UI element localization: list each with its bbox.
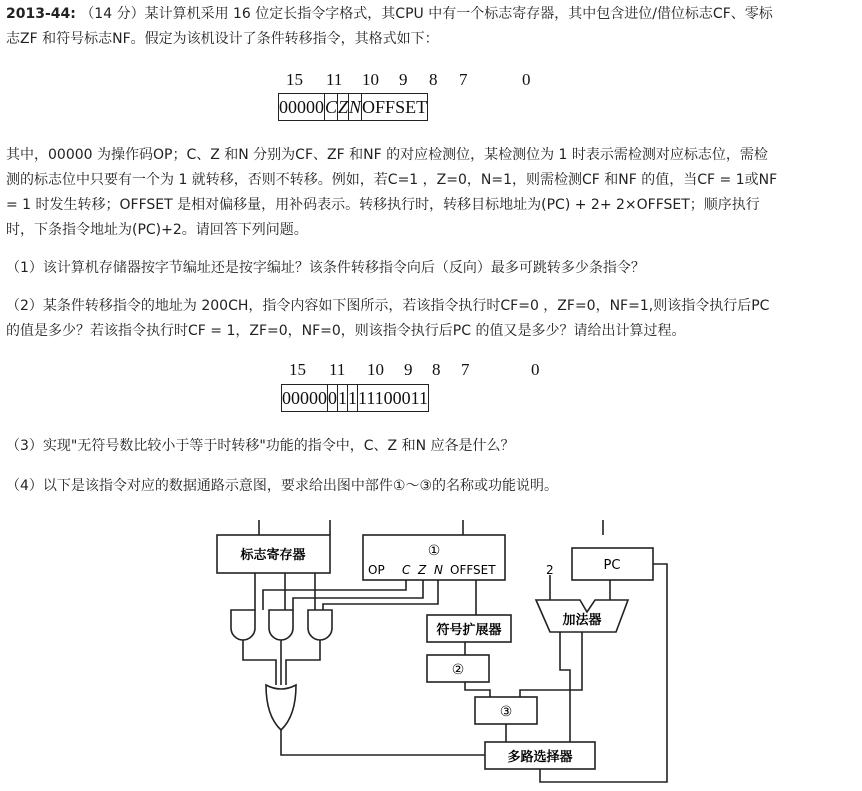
desc-line-4: 时，下条指令地址为(PC)+2。请回答下列问题。 bbox=[6, 222, 308, 238]
bit-positions-1: 15 11 10 9 8 7 0 bbox=[286, 70, 531, 89]
field-offset: OFFSET bbox=[362, 94, 428, 121]
part-2-label: ② bbox=[451, 662, 465, 678]
format-1-table bbox=[278, 93, 428, 121]
ir-n-label: N bbox=[434, 563, 443, 577]
desc-line-1: 其中，00000 为操作码OP；C、Z 和N 分别为CF、ZF 和NF 的对应检测位，某检测位为 1 时表示需检测对应标志位，需检 bbox=[6, 147, 768, 163]
ir-z-label: Z bbox=[418, 563, 427, 577]
field-c: C bbox=[325, 94, 338, 121]
ir-op-label: OP bbox=[368, 563, 385, 577]
or-gate bbox=[266, 685, 296, 730]
part-1-label: ① bbox=[427, 543, 441, 559]
desc-line-3: = 1 时发生转移；OFFSET 是相对偏移量，用补码表示。转移执行时，转移目标地址为(PC) + 2+ 2×OFFSET；顺序执行 bbox=[6, 197, 760, 213]
ir-c-label: C bbox=[402, 563, 411, 577]
sub-question-2-line-2: 的值是多少？若该指令执行时CF = 1，ZF=0，NF=0，则该指令执行后PC 的值又是多少？请给出计算过程。 bbox=[6, 323, 686, 339]
question-intro-2: 志ZF 和符号标志NF。假定为该机设计了条件转移指令，其格式如下： bbox=[6, 31, 439, 47]
field-op: 00000 bbox=[279, 94, 325, 121]
adder-label: 加法器 bbox=[562, 613, 602, 628]
field-offset-value: 11100011 bbox=[358, 385, 429, 412]
format-2-table bbox=[281, 384, 429, 412]
field-c-value: 0 bbox=[328, 385, 338, 412]
bit-positions-2: 15 11 10 9 8 7 0 bbox=[289, 360, 540, 379]
desc-line-2: 测的标志位中只要有一个为 1 就转移，否则不转移。例如，若C=1 ，Z=0，N=1，则需检测CF 和NF 的值，当CF = 1或NF bbox=[6, 172, 778, 188]
field-op-value: 00000 bbox=[282, 385, 328, 412]
ir-offset-label: OFFSET bbox=[450, 563, 496, 577]
field-n: N bbox=[349, 94, 362, 121]
question-intro-1: 2013-44: （14 分）某计算机采用 16 位定长指令字格式，其CPU 中有一个标志寄存器，其中包含进位/借位标志CF、零标 bbox=[6, 6, 773, 22]
sub-question-1: （1）该计算机存储器按字节编址还是按字编址？该条件转移指令向后（反向）最多可跳转多少条指令？ bbox=[6, 260, 645, 276]
sign-extender-label: 符号扩展器 bbox=[436, 623, 502, 638]
sub-question-2-line-1: （2）某条件转移指令的地址为 200CH，指令内容如下图所示，若该指令执行时CF=0 ，ZF=0，NF=1,则该指令执行后PC bbox=[6, 298, 770, 314]
part-3-label: ③ bbox=[499, 704, 513, 720]
sub-question-4: （4）以下是该指令对应的数据通路示意图，要求给出图中部件①～③的名称或功能说明。 bbox=[6, 478, 559, 494]
and-gate-1 bbox=[231, 610, 255, 640]
sub-question-3: （3）实现"无符号数比较小于等于时转移"功能的指令中，C、Z 和N 应各是什么？ bbox=[6, 438, 515, 454]
pc-label: PC bbox=[603, 558, 621, 573]
multiplexer-label: 多路选择器 bbox=[507, 750, 573, 765]
question-id: 2013-44: bbox=[6, 6, 76, 22]
constant-two-label: 2 bbox=[546, 563, 554, 577]
field-n-value: 1 bbox=[348, 385, 358, 412]
and-gate-3 bbox=[308, 610, 332, 640]
flag-register-label: 标志寄存器 bbox=[240, 548, 306, 563]
and-gate-2 bbox=[269, 610, 293, 640]
field-z-value: 1 bbox=[338, 385, 348, 412]
field-z: Z bbox=[338, 94, 349, 121]
datapath-diagram bbox=[180, 520, 680, 791]
question-score: （14 分） bbox=[80, 6, 145, 22]
